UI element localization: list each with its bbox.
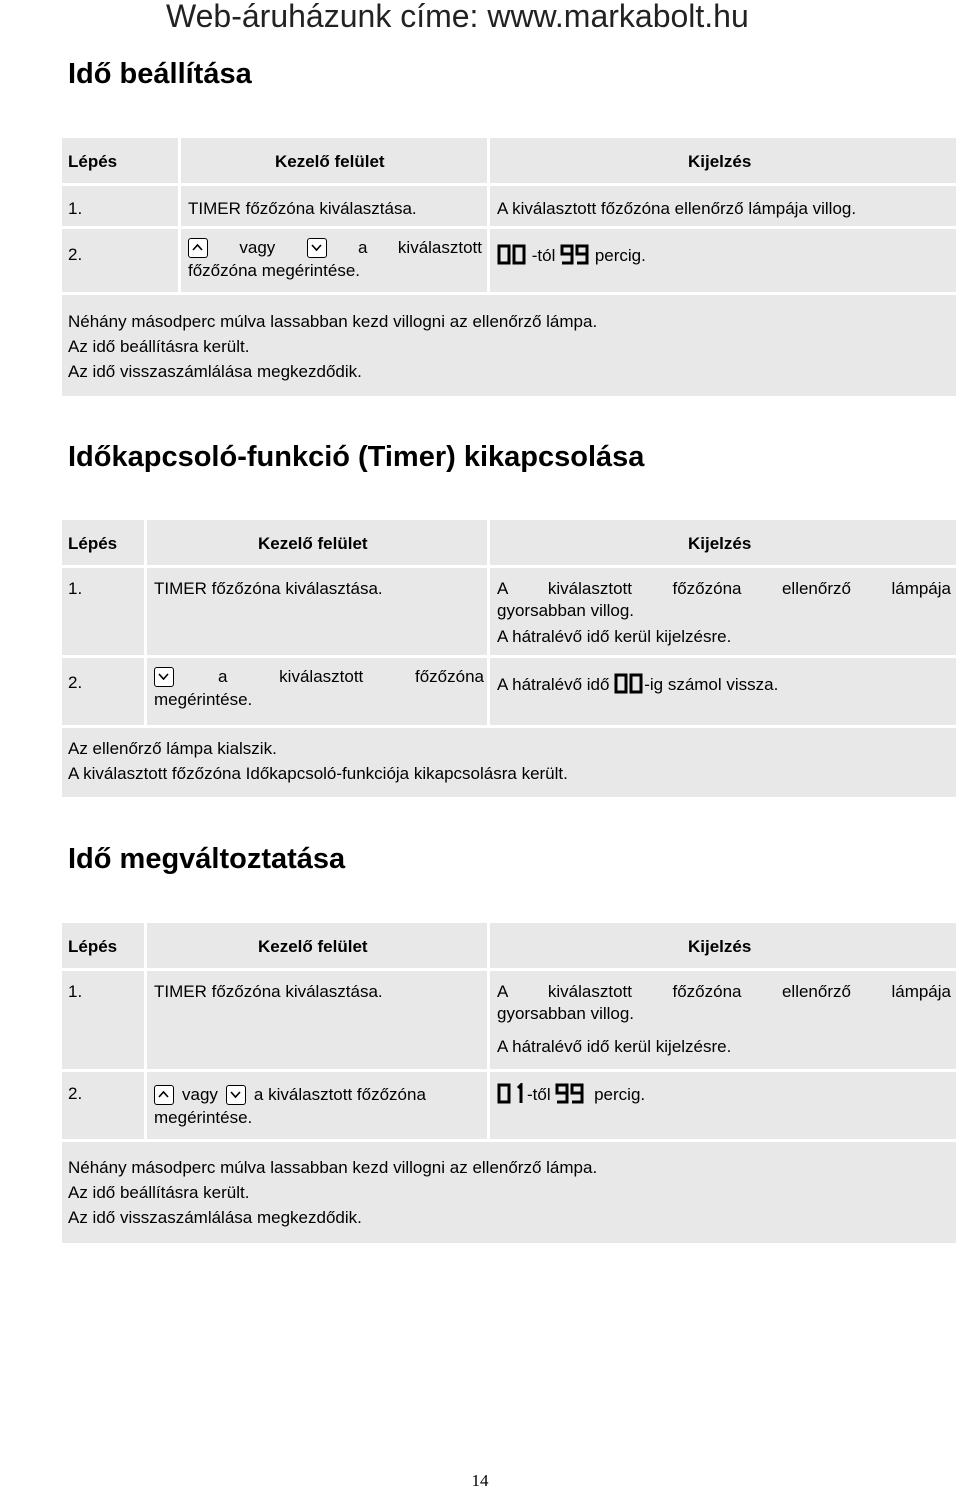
row2-or: vagy [182, 1085, 218, 1104]
header-ui: Kezelő felület [275, 152, 385, 171]
note-2: A kiválasztott főzőzóna Időkapcsoló-funkciója kikapcsolásra került. [68, 764, 568, 783]
section-title-time-setting: Idő beállítása [68, 58, 252, 90]
row1-display-line3: A hátralévő idő kerül kijelzésre. [497, 1037, 732, 1056]
arrow-down-icon [154, 667, 174, 687]
digits-01-icon [497, 1083, 527, 1105]
row2-selected: a kiválasztott [358, 238, 482, 257]
table-time-setting [62, 138, 956, 396]
note-1: Néhány másodperc múlva lassabban kezd villogni az ellenőrző lámpa. [68, 312, 598, 331]
step-2: 2. [68, 1084, 83, 1103]
step-1: 1. [68, 199, 83, 218]
note-1: Néhány másodperc múlva lassabban kezd villogni az ellenőrző lámpa. [68, 1158, 598, 1177]
row2-remaining: A hátralévő idő [497, 675, 610, 694]
header-display: Kijelzés [688, 937, 752, 956]
row2-countdown: -ig számol vissza. [644, 675, 779, 694]
page-number: 14 [471, 1471, 489, 1490]
table-timer-off [62, 520, 956, 797]
note-2: Az idő beállításra került. [68, 337, 250, 356]
header-ui: Kezelő felület [258, 937, 368, 956]
note-1: Az ellenőrző lámpa kialszik. [68, 739, 277, 758]
arrow-up-icon [188, 238, 208, 258]
header-display: Kijelzés [688, 534, 752, 553]
row1-display-line1: A kiválasztott főzőzóna ellenőrző lámpája [497, 579, 951, 598]
digits-00-icon [614, 673, 644, 695]
row2-touch: megérintése. [154, 690, 253, 709]
arrow-down-icon [307, 238, 327, 258]
row2-unit: percig. [594, 1085, 646, 1104]
note-2: Az idő beállításra került. [68, 1183, 250, 1202]
digits-00-icon [497, 244, 527, 266]
row2-selected-zone: a kiválasztott főzőzóna [218, 667, 484, 686]
row2-or: vagy [239, 238, 276, 257]
row2-from: -tól [531, 246, 556, 265]
table-time-change [62, 923, 956, 1243]
header-display: Kijelzés [688, 152, 752, 171]
section-title-time-change: Idő megváltoztatása [68, 843, 346, 875]
row1-display-line3: A hátralévő idő kerül kijelzésre. [497, 627, 732, 646]
digits-99-icon [560, 244, 590, 266]
row1-display-line1: A kiválasztott főzőzóna ellenőrző lámpája [497, 982, 951, 1001]
row1-display: A kiválasztott főzőzóna ellenőrző lámpája villog. [497, 199, 857, 218]
step-2: 2. [68, 673, 83, 692]
row1-ui: TIMER főzőzóna kiválasztása. [154, 982, 383, 1001]
step-1: 1. [68, 579, 83, 598]
header-step: Lépés [68, 534, 118, 553]
step-2: 2. [68, 245, 83, 264]
row2-unit: percig. [594, 246, 646, 265]
row1-display-line2: gyorsabban villog. [497, 601, 635, 620]
row2-touch: megérintése. [154, 1108, 253, 1127]
row2-from: -től [527, 1085, 551, 1104]
arrow-up-icon [154, 1085, 174, 1105]
header-step: Lépés [68, 152, 118, 171]
section-title-timer-off: Időkapcsoló-funkció (Timer) kikapcsolása [68, 441, 645, 473]
step-1: 1. [68, 982, 83, 1001]
row2-touch: főzőzóna megérintése. [188, 261, 360, 280]
note-3: Az idő visszaszámlálása megkezdődik. [68, 362, 362, 381]
arrow-down-icon [226, 1085, 246, 1105]
header-step: Lépés [68, 937, 118, 956]
row1-ui: TIMER főzőzóna kiválasztása. [154, 579, 383, 598]
row1-display-line2: gyorsabban villog. [497, 1004, 635, 1023]
digits-99-icon [555, 1083, 585, 1105]
site-address-header: Web-áruházunk címe: www.markabolt.hu [166, 0, 749, 34]
header-ui: Kezelő felület [258, 534, 368, 553]
note-3: Az idő visszaszámlálása megkezdődik. [68, 1208, 362, 1227]
row2-selected-zone: a kiválasztott főzőzóna [253, 1085, 426, 1104]
row1-ui: TIMER főzőzóna kiválasztása. [188, 199, 417, 218]
